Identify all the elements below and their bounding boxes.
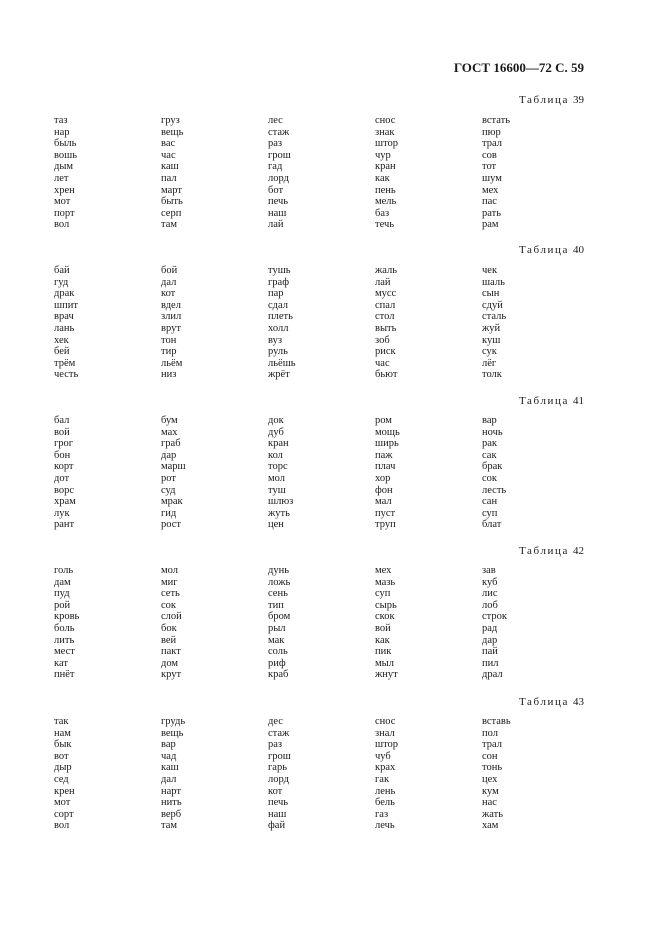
word-cell: туш	[268, 484, 286, 496]
word-cell: вас	[161, 138, 176, 150]
word-cell: хрен	[54, 184, 75, 196]
word-cell: сдуй	[482, 299, 503, 311]
word-cell: сеть	[161, 588, 180, 600]
word-cell: час	[161, 149, 176, 161]
word-cell: рак	[482, 438, 498, 450]
word-cell: каш	[161, 161, 179, 173]
word-cell: хам	[482, 820, 499, 832]
word-cell: нам	[54, 727, 71, 739]
word-cell: рад	[482, 622, 498, 634]
word-cell: мот	[54, 797, 71, 809]
word-table	[54, 265, 594, 381]
word-cell: пнёт	[54, 669, 75, 681]
word-cell: мех	[375, 565, 392, 576]
table-caption-word: Таблица	[519, 395, 569, 407]
table-caption-word: Таблица	[519, 545, 569, 557]
word-cell: вдел	[161, 299, 181, 311]
word-cell: краб	[268, 669, 289, 681]
word-cell: гуд	[54, 276, 69, 288]
word-cell: жуй	[482, 322, 501, 334]
word-cell: бум	[161, 415, 178, 426]
word-cell: мал	[375, 496, 392, 508]
word-cell: суд	[161, 484, 176, 496]
word-cell: наш	[268, 808, 287, 820]
word-cell: вот	[54, 750, 69, 762]
word-cell: ром	[375, 415, 392, 426]
word-cell: мак	[268, 634, 285, 646]
word-cell: сорт	[54, 808, 74, 820]
word-cell: трём	[54, 357, 76, 369]
word-cell: раз	[268, 138, 283, 150]
word-cell: мех	[482, 184, 499, 196]
word-cell: верб	[161, 808, 182, 820]
word-cell: скок	[375, 611, 395, 623]
word-cell: кол	[268, 449, 283, 461]
table-number: 42	[573, 545, 584, 557]
word-cell: сок	[482, 472, 498, 484]
word-cell: рой	[54, 599, 71, 611]
word-cell: сын	[482, 288, 500, 300]
table-caption-word: Таблица	[519, 94, 569, 106]
word-cell: бот	[268, 184, 284, 196]
word-cell: шаль	[482, 276, 505, 288]
word-cell: грог	[54, 438, 74, 450]
word-cell: сон	[482, 750, 498, 762]
word-cell: риф	[268, 657, 286, 669]
word-cell: лук	[54, 507, 70, 519]
word-cell: раз	[268, 739, 283, 751]
word-cell: кум	[482, 785, 499, 797]
word-cell: куш	[482, 334, 501, 346]
word-cell: лес	[268, 115, 283, 126]
word-cell: сок	[161, 599, 177, 611]
word-cell: дал	[161, 773, 177, 785]
table-number: 40	[573, 244, 584, 256]
word-cell: врут	[161, 322, 181, 334]
word-cell: течь	[375, 219, 395, 231]
word-cell: кран	[375, 161, 396, 173]
table-caption	[519, 696, 584, 708]
word-cell: лорд	[268, 773, 289, 785]
word-cell: там	[161, 820, 178, 832]
word-cell: зоб	[375, 334, 390, 346]
word-cell: рам	[482, 219, 499, 231]
word-cell: снос	[375, 115, 396, 126]
word-cell: чур	[375, 149, 391, 161]
word-cell: бок	[161, 622, 177, 634]
word-cell: строк	[482, 611, 507, 623]
word-cell: дот	[54, 472, 70, 484]
word-cell: пол	[482, 727, 498, 739]
word-cell: порт	[54, 207, 75, 219]
word-cell: храм	[54, 496, 76, 508]
word-cell: снос	[375, 716, 396, 727]
table-caption-word: Таблица	[519, 244, 569, 256]
word-cell: сталь	[482, 311, 507, 323]
word-cell: пас	[482, 196, 497, 208]
word-cell: рать	[482, 207, 502, 219]
word-cell: пил	[482, 657, 499, 669]
table-caption	[519, 545, 584, 557]
word-cell: вой	[54, 426, 70, 438]
word-cell: вуз	[268, 334, 282, 346]
word-cell: ложь	[268, 576, 291, 588]
word-cell: холл	[268, 322, 289, 334]
word-cell: граф	[268, 276, 290, 288]
word-cell: каш	[161, 762, 179, 774]
word-cell: лай	[268, 219, 284, 231]
word-cell: миг	[161, 576, 178, 588]
word-cell: гид	[161, 507, 177, 519]
word-cell: чад	[161, 750, 177, 762]
word-cell: кот	[161, 288, 176, 300]
word-cell: хек	[54, 334, 69, 346]
word-cell: тот	[482, 161, 497, 173]
word-cell: плач	[375, 461, 396, 473]
word-table	[54, 115, 594, 231]
word-cell: мол	[268, 472, 285, 484]
word-cell: граб	[161, 438, 181, 450]
word-cell: лесть	[482, 484, 507, 496]
word-cell: куб	[482, 576, 498, 588]
word-cell: вещь	[161, 126, 184, 138]
word-cell: жать	[482, 808, 504, 820]
word-cell: час	[375, 357, 390, 369]
table-number: 41	[573, 395, 584, 407]
word-cell: штор	[375, 138, 399, 150]
word-cell: стаж	[268, 126, 290, 138]
word-cell: нить	[161, 797, 182, 809]
word-cell: дал	[161, 276, 177, 288]
word-cell: дар	[482, 634, 498, 646]
word-cell: дом	[161, 657, 179, 669]
word-cell: мол	[161, 565, 178, 576]
word-cell: низ	[161, 369, 177, 381]
word-cell: штор	[375, 739, 399, 751]
word-cell: льёшь	[268, 357, 296, 369]
word-cell: лай	[375, 276, 391, 288]
word-cell: пуст	[375, 507, 396, 519]
word-cell: бой	[161, 265, 178, 276]
word-cell: вол	[54, 219, 70, 231]
word-cell: вар	[161, 739, 176, 751]
word-table	[54, 565, 594, 681]
word-cell: стол	[375, 311, 395, 323]
word-cell: дуб	[268, 426, 284, 438]
word-cell: сень	[268, 588, 288, 600]
word-cell: лень	[375, 785, 396, 797]
word-cell: мощь	[375, 426, 400, 438]
word-cell: льём	[161, 357, 183, 369]
word-cell: тонь	[482, 762, 503, 774]
word-cell: драл	[482, 669, 503, 681]
word-cell: сов	[482, 149, 497, 161]
word-cell: пар	[268, 288, 284, 300]
word-cell: вей	[161, 634, 177, 646]
word-cell: бей	[54, 346, 70, 358]
word-cell: лань	[54, 322, 75, 334]
word-cell: кат	[54, 657, 68, 669]
word-cell: гад	[268, 161, 283, 173]
word-cell: торс	[268, 461, 288, 473]
word-cell: дунь	[268, 565, 289, 576]
word-cell: мель	[375, 196, 397, 208]
word-cell: лорд	[268, 172, 289, 184]
word-cell: труп	[375, 519, 396, 531]
word-table	[54, 415, 594, 531]
word-cell: нарт	[161, 785, 181, 797]
word-cell: мест	[54, 646, 75, 658]
word-cell: рыл	[268, 622, 286, 634]
table-number: 39	[573, 94, 584, 106]
word-cell: быль	[54, 138, 77, 150]
word-cell: сырь	[375, 599, 397, 611]
word-cell: суп	[482, 507, 498, 519]
word-cell: бык	[54, 739, 72, 751]
word-cell: пакт	[161, 646, 181, 658]
word-table	[54, 716, 594, 832]
word-cell: жаль	[375, 265, 398, 276]
word-cell: трал	[482, 138, 502, 150]
word-cell: встать	[482, 115, 511, 126]
word-cell: плеть	[268, 311, 293, 323]
word-cell: таз	[54, 115, 68, 126]
word-cell: мрак	[161, 496, 183, 508]
word-cell: нас	[482, 797, 497, 809]
word-cell: крут	[161, 669, 182, 681]
word-cell: грош	[268, 149, 291, 161]
word-cell: врач	[54, 311, 74, 323]
word-cell: печь	[268, 797, 289, 809]
word-cell: сук	[482, 346, 497, 358]
word-cell: слой	[161, 611, 182, 623]
word-cell: пуд	[54, 588, 70, 600]
word-cell: рост	[161, 519, 182, 531]
word-cell: сед	[54, 773, 69, 785]
table-caption	[519, 94, 584, 106]
word-cell: газ	[375, 808, 389, 820]
word-cell: блат	[482, 519, 502, 531]
word-cell: ширь	[375, 438, 399, 450]
word-cell: корт	[54, 461, 74, 473]
word-cell: печь	[268, 196, 289, 208]
word-cell: сан	[482, 496, 498, 508]
word-cell: руль	[268, 346, 288, 358]
word-cell: пал	[161, 172, 177, 184]
word-cell: жнут	[375, 669, 398, 681]
word-cell: цех	[482, 773, 498, 785]
word-cell: бал	[54, 415, 70, 426]
word-cell: мазь	[375, 576, 396, 588]
word-cell: суп	[375, 588, 391, 600]
word-cell: мусс	[375, 288, 397, 300]
word-cell: баз	[375, 207, 390, 219]
word-cell: драк	[54, 288, 75, 300]
word-cell: грудь	[161, 716, 186, 727]
word-cell: нар	[54, 126, 70, 138]
word-cell: дым	[54, 161, 74, 173]
word-cell: фай	[268, 820, 286, 832]
word-cell: мах	[161, 426, 178, 438]
word-cell: крен	[54, 785, 75, 797]
word-cell: знак	[375, 126, 395, 138]
word-cell: сдал	[268, 299, 288, 311]
word-cell: лоб	[482, 599, 498, 611]
word-cell: гак	[375, 773, 390, 785]
word-cell: паж	[375, 449, 393, 461]
word-cell: шлюз	[268, 496, 294, 508]
word-cell: вставь	[482, 716, 511, 727]
word-cell: цен	[268, 519, 284, 531]
word-cell: брак	[482, 461, 503, 473]
word-cell: шпит	[54, 299, 78, 311]
word-cell: крах	[375, 762, 396, 774]
table-caption-word: Таблица	[519, 696, 569, 708]
word-cell: пай	[482, 646, 498, 658]
word-cell: грош	[268, 750, 291, 762]
word-cell: рант	[54, 519, 75, 531]
word-cell: чуб	[375, 750, 391, 762]
word-cell: бьют	[375, 369, 398, 381]
word-cell: быть	[161, 196, 183, 208]
word-cell: рот	[161, 472, 176, 484]
word-cell: тушь	[268, 265, 291, 276]
page-header: ГОСТ 16600—72 С. 59	[453, 60, 584, 75]
word-cell: груз	[161, 115, 180, 126]
word-cell: соль	[268, 646, 288, 658]
word-cell: там	[161, 219, 178, 231]
word-cell: лис	[482, 588, 498, 600]
word-cell: трал	[482, 739, 502, 751]
word-cell: вошь	[54, 149, 78, 161]
word-cell: бель	[375, 797, 395, 809]
word-cell: спал	[375, 299, 396, 311]
word-cell: тип	[268, 599, 284, 611]
word-cell: дес	[268, 716, 283, 727]
word-cell: вол	[54, 820, 70, 832]
word-cell: мот	[54, 196, 71, 208]
word-cell: жрёт	[268, 369, 290, 381]
word-cell: толк	[482, 369, 502, 381]
word-cell: фон	[375, 484, 393, 496]
word-cell: тон	[161, 334, 177, 346]
word-cell: кот	[268, 785, 283, 797]
word-cell: кровь	[54, 611, 80, 623]
word-cell: док	[268, 415, 284, 426]
word-cell: чек	[482, 265, 498, 276]
word-cell: кран	[268, 438, 289, 450]
word-cell: дам	[54, 576, 71, 588]
word-cell: хор	[375, 472, 391, 484]
word-cell: как	[375, 634, 390, 646]
word-cell: вещь	[161, 727, 184, 739]
word-cell: тир	[161, 346, 177, 358]
word-cell: лёг	[482, 357, 497, 369]
word-cell: вар	[482, 415, 497, 426]
word-cell: бай	[54, 265, 70, 276]
word-cell: пик	[375, 646, 392, 658]
word-cell: риск	[375, 346, 396, 358]
word-cell: серп	[161, 207, 182, 219]
word-cell: дыр	[54, 762, 72, 774]
word-cell: сак	[482, 449, 497, 461]
word-cell: лечь	[375, 820, 395, 832]
word-cell: гарь	[268, 762, 288, 774]
word-cell: боль	[54, 622, 75, 634]
word-cell: честь	[54, 369, 79, 381]
word-cell: стаж	[268, 727, 290, 739]
word-cell: голь	[54, 565, 74, 576]
word-cell: наш	[268, 207, 287, 219]
table-caption	[519, 244, 584, 256]
word-cell: март	[161, 184, 182, 196]
word-cell: зав	[482, 565, 496, 576]
word-cell: лить	[54, 634, 75, 646]
word-cell: вой	[375, 622, 391, 634]
word-cell: марш	[161, 461, 186, 473]
word-cell: как	[375, 172, 390, 184]
table-number: 43	[573, 696, 584, 708]
word-cell: дар	[161, 449, 177, 461]
word-cell: пень	[375, 184, 396, 196]
word-cell: мыл	[375, 657, 394, 669]
word-cell: ночь	[482, 426, 503, 438]
word-cell: выть	[375, 322, 397, 334]
word-cell: ворс	[54, 484, 75, 496]
word-cell: бон	[54, 449, 71, 461]
word-cell: бром	[268, 611, 291, 623]
word-cell: знал	[375, 727, 395, 739]
word-cell: так	[54, 716, 69, 727]
word-cell: шум	[482, 172, 502, 184]
word-cell: лет	[54, 172, 69, 184]
word-cell: жуть	[268, 507, 290, 519]
word-cell: злил	[161, 311, 182, 323]
word-cell: пюр	[482, 126, 501, 138]
table-caption	[519, 395, 584, 407]
